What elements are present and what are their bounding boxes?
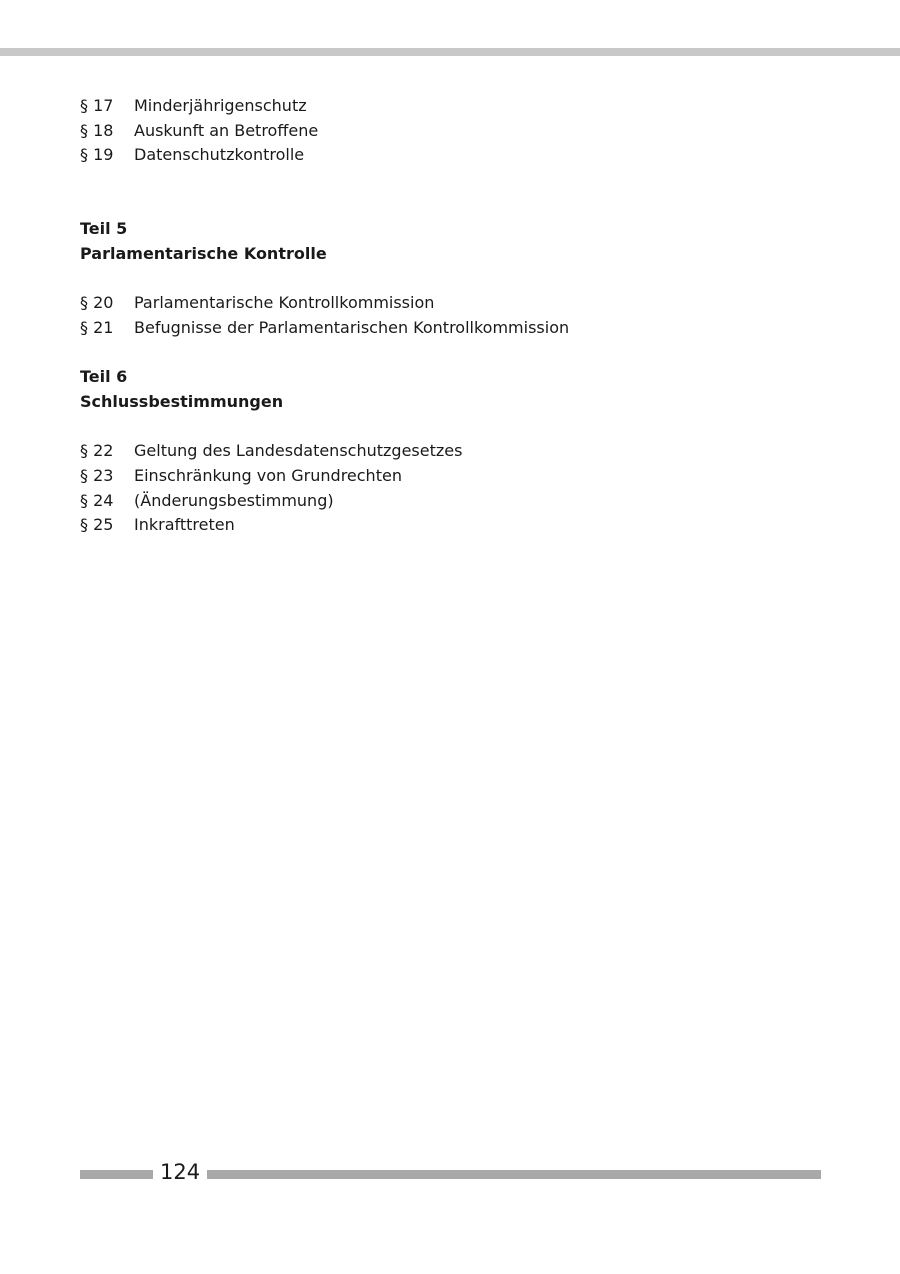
toc-entry-title: (Änderungsbestimmung) [134, 490, 334, 510]
toc-section [80, 94, 840, 168]
toc-section [80, 365, 840, 538]
toc-entry-title: Datenschutzkontrolle [134, 145, 305, 165]
toc-entry-number: § 23 [80, 465, 114, 485]
toc-entry-title: Auskunft an Betroffene [134, 120, 319, 140]
toc-entry-number: § 19 [80, 145, 114, 165]
toc-entry-number: § 22 [80, 441, 114, 461]
toc-entry-number: § 21 [80, 317, 114, 337]
toc-entry [80, 439, 840, 464]
toc-entry [80, 513, 840, 538]
page-number: 124 [160, 1160, 201, 1184]
toc-entry [80, 94, 840, 119]
toc-entry-title: Geltung des Landesdatenschutzgesetzes [134, 441, 463, 461]
toc-entry-title: Einschränkung von Grundrechten [134, 465, 402, 485]
toc-entry-number: § 20 [80, 293, 114, 313]
part-number: Teil 5 [80, 219, 128, 239]
part-title: Parlamentarische Kontrolle [80, 243, 327, 263]
table-of-contents [80, 94, 840, 538]
part-number: Teil 6 [80, 367, 128, 387]
toc-entry [80, 143, 840, 168]
toc-entry-number: § 24 [80, 490, 114, 510]
toc-entry-title: Inkrafttreten [134, 515, 235, 535]
toc-entry [80, 489, 840, 514]
part-title: Schlussbestimmungen [80, 391, 284, 411]
header-rule [0, 48, 900, 56]
toc-entry [80, 316, 840, 341]
toc-entry [80, 291, 840, 316]
toc-entry-number: § 18 [80, 120, 114, 140]
toc-entry-title: Parlamentarische Kontrollkommission [134, 293, 435, 313]
toc-section [80, 217, 840, 340]
toc-entry [80, 119, 840, 144]
toc-entry-title: Befugnisse der Parlamentarischen Kontrollkommission [134, 317, 570, 337]
footer-rule-right [207, 1170, 821, 1179]
toc-entry [80, 464, 840, 489]
toc-entry-number: § 25 [80, 515, 114, 535]
toc-entry-title: Minderjährigenschutz [134, 96, 307, 115]
footer-rule-left [80, 1170, 153, 1179]
toc-entry-number: § 17 [80, 96, 114, 115]
